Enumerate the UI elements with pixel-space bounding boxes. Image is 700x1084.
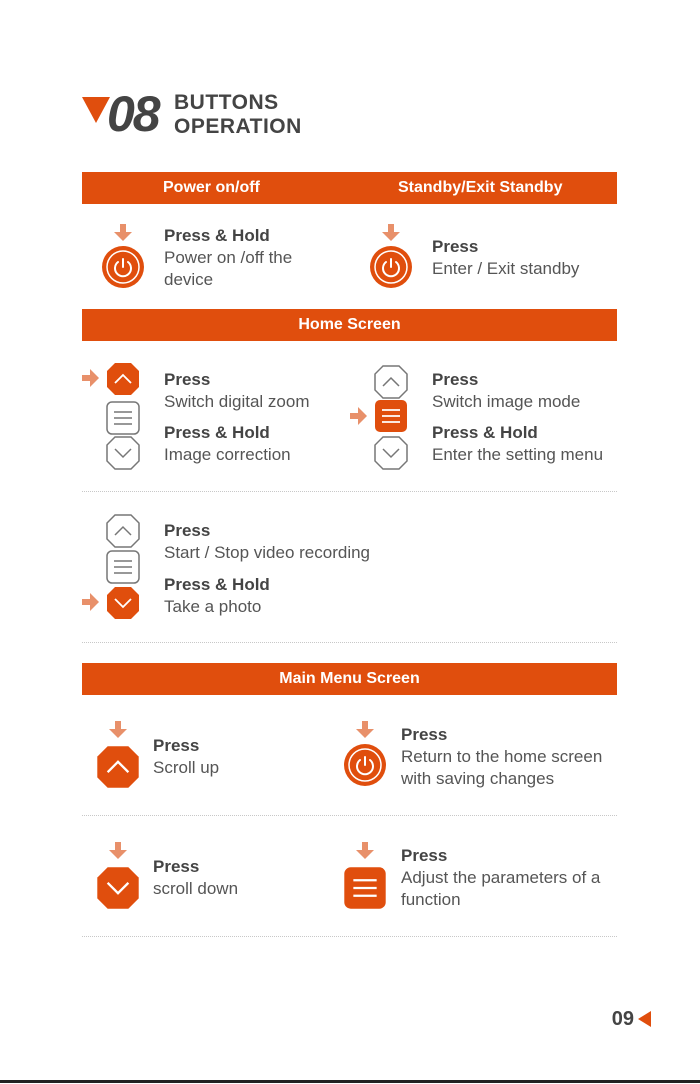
return-home-desc-line-1: Return to the home screen [401,747,603,766]
arrow-down-icon [109,842,127,860]
divider [82,642,617,643]
home-screen-bar [82,309,617,341]
divider [82,491,617,492]
power-action-label: Press & Hold [164,226,270,245]
menu-button-icon [106,550,140,584]
section-number: 08 [107,86,159,142]
down-button-icon [106,586,140,620]
arrow-down-icon [114,224,132,242]
record-press-desc: Start / Stop video recording [164,543,371,562]
arrow-down-icon [109,721,127,739]
scroll-up-desc: Scroll up [153,758,220,777]
zoom-press-label: Press [164,370,211,389]
image-mode-press-label: Press [432,370,479,389]
down-button-icon [374,436,408,470]
main-menu-bar [82,663,617,695]
page-triangle-icon [638,1011,651,1027]
settings-hold-desc: Enter the setting menu [432,445,604,464]
main-menu-label: Main Menu Screen [279,670,420,687]
adjust-params-desc [401,867,600,911]
up-button-icon [106,362,140,396]
settings-hold-label: Press & Hold [432,423,538,442]
arrow-right-icon [82,593,100,611]
adjust-params-label: Press [401,846,448,865]
divider [82,815,617,816]
scroll-down-desc: scroll down [153,879,239,898]
up-button-icon [106,514,140,548]
standby-action-label: Press [432,237,479,256]
power-desc-line-2: device [164,270,214,289]
image-mode-press-desc: Switch image mode [432,392,581,411]
zoom-hold-desc: Image correction [164,445,291,464]
scroll-down-label: Press [153,857,200,876]
header-triangle-icon [82,97,110,123]
power-standby-bar [82,172,617,204]
menu-button-icon [374,399,408,433]
adjust-params-desc-line-2: function [401,890,461,909]
section-title [174,91,302,139]
title-line-1: BUTTONS [174,91,279,114]
power-button-icon [369,245,413,289]
power-description [164,247,292,291]
down-button-icon [106,436,140,470]
record-press-label: Press [164,521,211,540]
menu-button-icon [343,866,387,910]
standby-bar-label: Standby/Exit Standby [398,179,563,196]
adjust-params-desc-line-1: Adjust the parameters of a [401,868,601,887]
power-bar-label: Power on/off [163,179,260,196]
return-home-desc [401,746,602,790]
home-screen-label: Home Screen [298,316,401,333]
arrow-down-icon [356,842,374,860]
scroll-up-label: Press [153,736,200,755]
menu-button-icon [106,401,140,435]
down-button-icon [96,866,140,910]
return-home-desc-line-2: with saving changes [401,769,555,788]
power-button-icon [101,245,145,289]
title-line-2: OPERATION [174,115,302,138]
zoom-press-desc: Switch digital zoom [164,392,310,411]
page-bottom-border [0,1080,700,1083]
arrow-right-icon [350,407,368,425]
photo-hold-desc: Take a photo [164,597,262,616]
power-button-icon [343,743,387,787]
standby-description: Enter / Exit standby [432,259,580,278]
up-button-icon [96,745,140,789]
divider [82,936,617,937]
arrow-down-icon [382,224,400,242]
photo-hold-label: Press & Hold [164,575,270,594]
arrow-right-icon [82,369,100,387]
arrow-down-icon [356,721,374,739]
power-desc-line-1: Power on /off the [164,248,293,267]
up-button-icon [374,365,408,399]
zoom-hold-label: Press & Hold [164,423,270,442]
page-number: 09 [611,1008,634,1030]
return-home-label: Press [401,725,448,744]
